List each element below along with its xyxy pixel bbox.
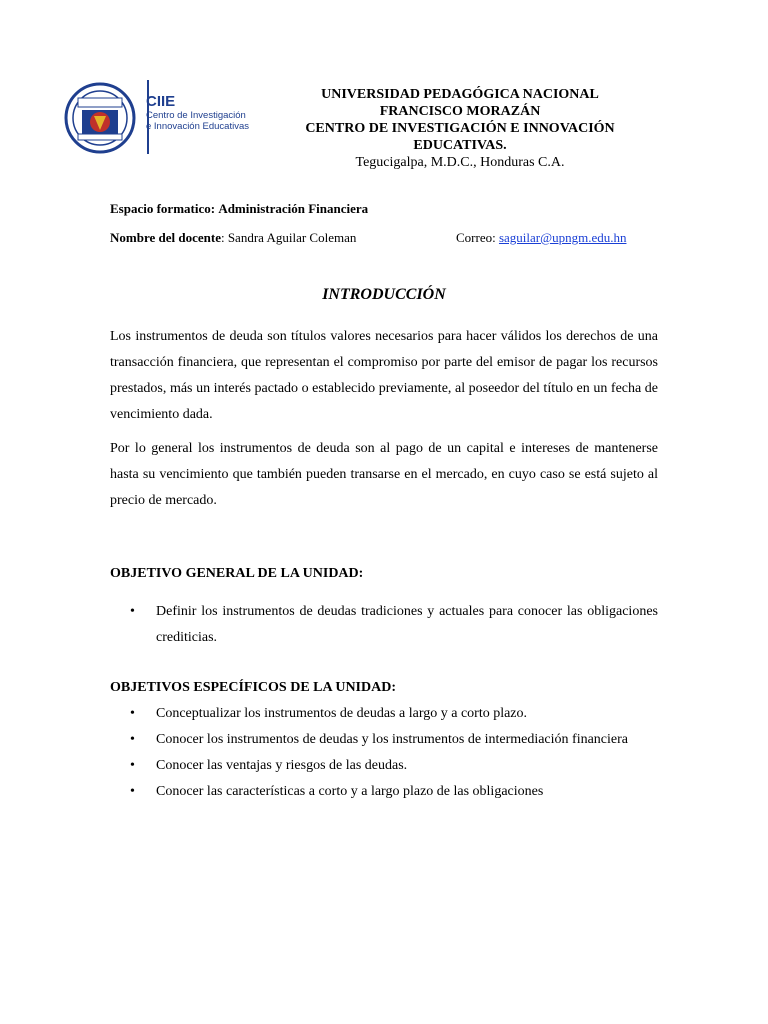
list-item: • Conceptualizar los instrumentos de deudas a largo y a corto plazo. — [110, 701, 658, 727]
bullet-icon: • — [130, 732, 135, 747]
objetivos-especificos-list — [110, 701, 658, 805]
docente-value: : Sandra Aguilar Coleman — [220, 230, 357, 245]
docente — [110, 230, 356, 246]
objetivo-general-list — [110, 599, 658, 651]
espacio-value: Administración Financiera — [218, 201, 369, 216]
docente-label: Nombre del docente — [110, 230, 221, 245]
logo-line1: Centro de Investigación — [146, 110, 246, 121]
document-header — [280, 86, 640, 171]
bullet-icon: • — [130, 604, 135, 619]
intro-title: INTRODUCCIÓN — [322, 286, 446, 303]
list-item: • Conocer los instrumentos de deudas y los instrumentos de intermediación financiera — [110, 727, 658, 753]
espacio-label: Espacio formatico: — [110, 201, 216, 216]
email-link[interactable]: saguilar@upngm.edu.hn — [498, 230, 627, 245]
list-item: • Conocer las ventajas y riesgos de las deudas. — [110, 753, 658, 779]
logo-acronym: CIIE — [146, 93, 176, 110]
header-centro-cont: EDUCATIVAS. — [413, 138, 507, 153]
list-item: • Definir los instrumentos de deudas tradiciones y actuales para conocer las obligaciones crediticias. — [110, 599, 658, 651]
logo-line2: e Innovación Educativas — [146, 121, 249, 132]
bullet-icon: • — [130, 758, 135, 773]
objetivo-general-heading: OBJETIVO GENERAL DE LA UNIDAD: — [110, 566, 364, 581]
header-university-name: FRANCISCO MORAZÁN — [379, 104, 541, 119]
header-university: UNIVERSIDAD PEDAGÓGICA NACIONAL — [321, 87, 599, 102]
bullet-icon: • — [130, 706, 135, 721]
ciie-logo — [64, 76, 254, 160]
correo — [456, 230, 626, 246]
correo-label: Correo: — [456, 230, 499, 245]
list-item: • Conocer las características a corto y a largo plazo de las obligaciones — [110, 779, 658, 805]
espacio-formatico — [110, 201, 368, 217]
header-centro: CENTRO DE INVESTIGACIÓN E INNOVACIÓN — [305, 121, 615, 136]
header-location: Tegucigalpa, M.D.C., Honduras C.A. — [355, 155, 565, 170]
intro-paragraph-1: Los instrumentos de deuda son títulos valores necesarios para hacer válidos los derechos de una transacción financiera, que representan el compromiso por parte del emisor de pagar los recursos prestados, más un interés pactado o establecido previamente, al poseedor del título en un fecha de vencimiento dada. — [110, 329, 658, 422]
objetivos-especificos-heading: OBJETIVOS ESPECÍFICOS DE LA UNIDAD: — [110, 680, 397, 695]
bullet-icon: • — [130, 784, 135, 799]
intro-paragraph-2: Por lo general los instrumentos de deuda son al pago de un capital e intereses de mantenerse hasta su vencimiento que también pueden transarse en el mercado, en cuyo caso se está sujeto al precio de mercado. — [110, 441, 658, 508]
